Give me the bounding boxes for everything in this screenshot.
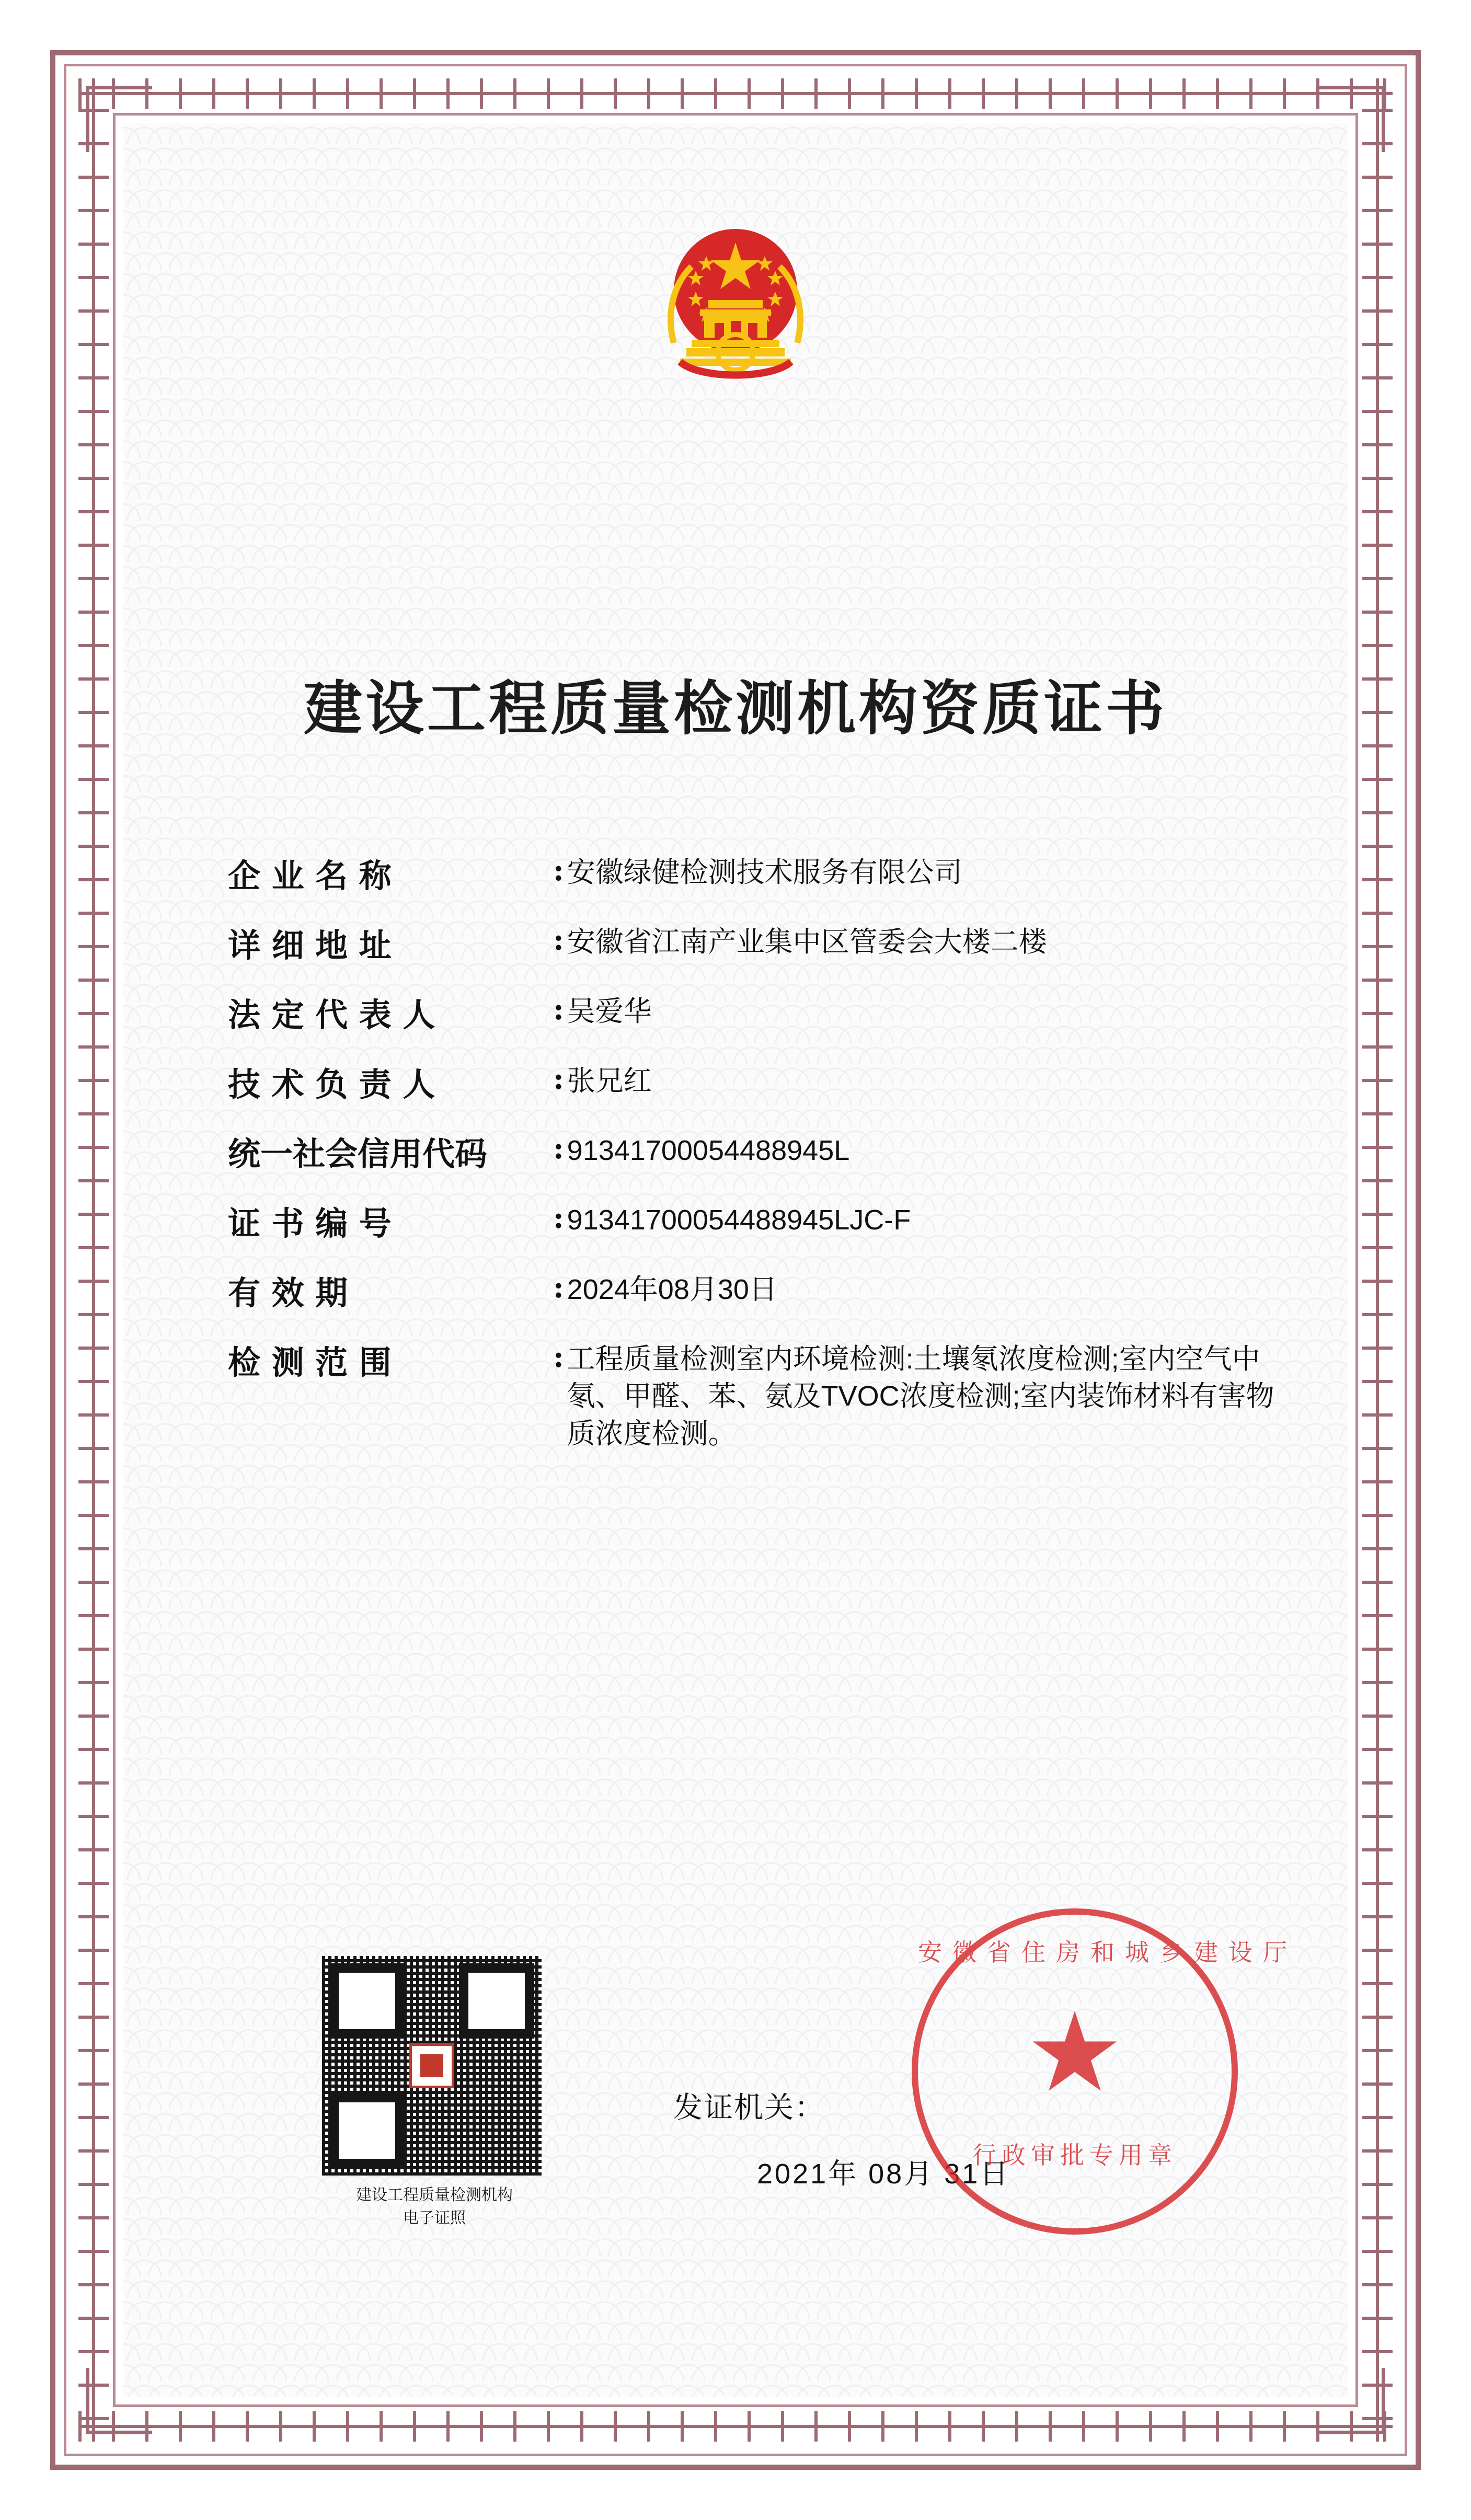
value-valid-until: 2024年08月30日 [567,1274,777,1305]
label-legal-representative: 法 定 代 表 人 [228,996,435,1034]
qr-code-icon[interactable] [322,1956,542,2176]
value-testing-scope: 工程质量检测室内环境检测:土壤氡浓度检测;室内空气中氡、甲醛、苯、氨及TVOC浓度检测;室内装饰材料有害物质浓度检测。 [567,1343,1274,1449]
value-unified-social-credit-code: 91341700054488945L [567,1135,850,1166]
label-testing-scope: 检 测 范 围 [228,1343,392,1382]
certificate-title: 建设工程质量检测机构资质证书 [304,674,1167,743]
national-emblem-icon [641,212,830,390]
value-certificate-number: 91341700054488945LJC-F [567,1204,911,1236]
label-detailed-address: 详 细 地 址 [228,926,392,964]
qr-code-block [322,1956,547,2229]
value-enterprise-name: 安徽绿健检测技术服务有限公司 [567,857,962,888]
label-certificate-number: 证 书 编 号 [228,1204,392,1242]
field-row-testing-scope [228,1337,1274,1453]
field-row-detailed-address [228,919,1274,966]
issue-date: 2021年 08月 31日 [757,2158,1010,2190]
value-technical-director: 张兄红 [567,1065,652,1097]
qr-eye-bottom-left [329,2093,405,2168]
label-valid-until: 有 效 期 [228,1274,348,1312]
qr-caption [322,2184,547,2229]
seal-top-text: 安徽省住房和城乡建设厅 [918,1938,1297,1966]
colon-detailed-address: : [553,923,564,957]
qr-caption-line1: 建设工程质量检测机构 [356,2186,513,2204]
greek-key-border-left [78,78,109,2442]
colon-legal-representative: : [553,992,564,1027]
qr-center-logo [409,2043,454,2088]
colon-valid-until: : [553,1270,564,1305]
greek-key-border-right [1362,78,1393,2442]
value-legal-representative: 吴爱华 [567,996,652,1027]
field-row-legal-representative [228,989,1274,1035]
colon-certificate-number: : [553,1201,564,1235]
colon-testing-scope: : [553,1340,564,1374]
value-detailed-address: 安徽省江南产业集中区管委会大楼二楼 [567,926,1047,958]
colon-enterprise-name: : [553,853,564,888]
label-technical-director: 技 术 负 责 人 [228,1065,435,1103]
colon-unified-social-credit-code: : [553,1131,564,1166]
emblem-container [123,212,1348,390]
seal-star-icon: ★ [1025,1991,1124,2114]
certificate-fields [228,850,1274,1476]
field-row-valid-until [228,1267,1274,1314]
colon-technical-director: : [553,1062,564,1096]
certificate-body [123,123,1348,2397]
greek-key-border-bottom [78,2411,1393,2442]
label-unified-social-credit-code: 统一社会信用代码 [228,1135,488,1173]
issuer-block [611,2085,1212,2192]
seal-bottom-text: 行政审批专用章 [972,2141,1177,2169]
issuer-label: 发证机关： [673,2091,825,2124]
field-row-enterprise-name [228,850,1274,896]
greek-key-border-top [78,78,1393,109]
qr-caption-line2: 电子证照 [403,2208,466,2227]
label-enterprise-name: 企 业 名 称 [228,857,392,895]
field-row-certificate-number [228,1198,1274,1244]
field-row-technical-director [228,1058,1274,1105]
field-row-unified-social-credit-code [228,1128,1274,1175]
